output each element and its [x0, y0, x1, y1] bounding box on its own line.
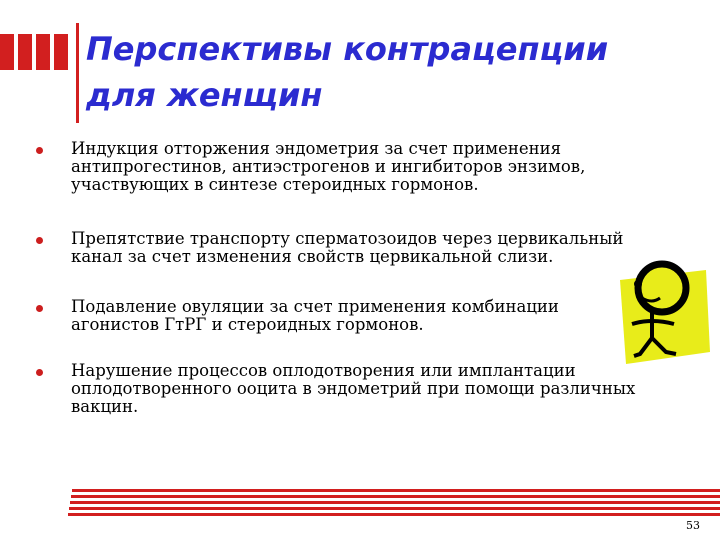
smiling-stick-figure-icon	[612, 256, 712, 368]
bullet-marker	[36, 305, 43, 312]
bullet-text: Подавление овуляции за счет применения комбинации агонистов ГтРГ и стероидных гормонов.	[71, 297, 559, 334]
title-decoration-bars	[0, 30, 80, 72]
bullet-marker	[36, 369, 43, 376]
bullet-marker	[36, 237, 43, 244]
slide-title: Перспективы контрацепции для женщин	[86, 30, 609, 114]
footer-decoration-bars	[66, 488, 720, 518]
title-accent-line	[76, 23, 85, 123]
bullet-text: Нарушение процессов оплодотворения или имплантации оплодотворенного ооцита в эндометрий при помощи различных вакцин.	[71, 361, 636, 416]
bullet-text: Препятствие транспорту сперматозоидов через цервикальный канал за счет изменения свойств цервикальной слизи.	[71, 229, 624, 266]
bullet-marker	[36, 147, 43, 154]
bullet-text: Индукция отторжения эндометрия за счет применения антипрогестинов, антиэстрогенов и ингибиторов энзимов, участвующих в синтезе стероидных гормонов.	[71, 139, 586, 194]
page-number: 53	[686, 519, 700, 532]
